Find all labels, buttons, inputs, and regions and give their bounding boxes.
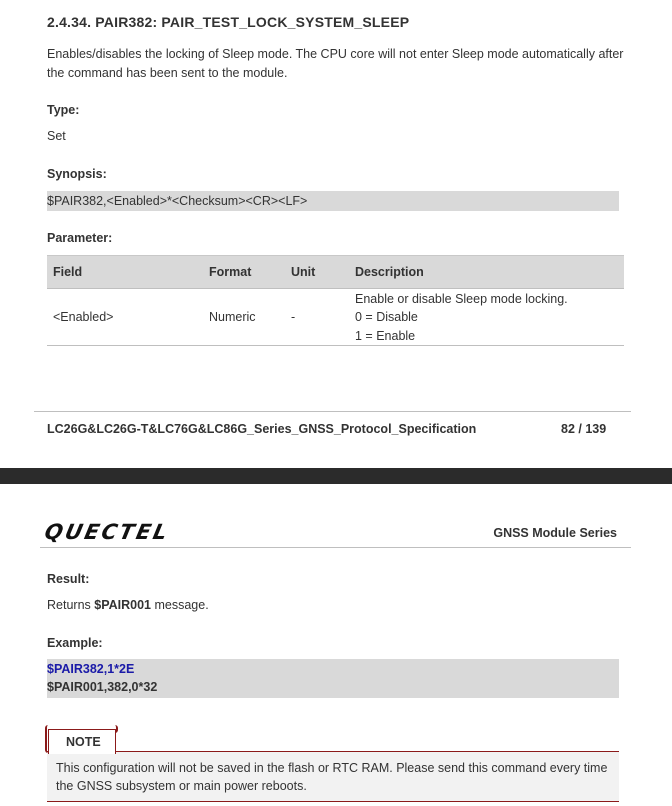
synopsis-box [47, 191, 619, 211]
parameter-table [47, 255, 624, 346]
parameter-label: Parameter: [47, 231, 113, 245]
note-text [56, 759, 616, 795]
table-header-row [47, 255, 624, 289]
cell-description-line-2: 0 = Disable [355, 310, 418, 324]
column-header-format: Format [209, 265, 252, 279]
description-line-1: Enables/disables the locking of Sleep mode. The CPU core will not enter Sleep mode automatically after [47, 47, 624, 61]
cell-description-line-3: 1 = Enable [355, 329, 416, 343]
cell-description-line-1: Enable or disable Sleep mode locking. [355, 292, 568, 306]
example-label: Example: [47, 636, 103, 650]
column-header-field: Field [53, 265, 83, 279]
synopsis-label: Synopsis: [47, 167, 107, 181]
cell-format: Numeric [209, 310, 256, 324]
result-text [47, 596, 209, 615]
section-title: 2.4.34. PAIR382: PAIR_TEST_LOCK_SYSTEM_SLEEP [47, 14, 410, 30]
column-header-description: Description [355, 265, 424, 279]
header-divider [40, 547, 631, 548]
example-response: $PAIR001,382,0*32 [47, 680, 158, 694]
footer-divider [34, 411, 631, 412]
footer-document-name: LC26G&LC26G-T&LC76G&LC86G_Series_GNSS_Protocol_Specification [47, 422, 477, 436]
footer-page-number: 82 / 139 [561, 422, 607, 436]
result-message-name: $PAIR001 [94, 598, 151, 612]
note-tab [48, 729, 116, 754]
result-prefix: Returns [47, 598, 95, 612]
example-command: $PAIR382,1*2E [47, 662, 135, 676]
cell-field: <Enabled> [53, 310, 114, 324]
page-separator [0, 468, 672, 484]
note-body [47, 751, 619, 802]
note-title: NOTE [66, 735, 101, 749]
type-label: Type: [47, 103, 80, 117]
description-line-2: the command has been sent to the module. [47, 66, 288, 80]
note-line-2: the GNSS subsystem or main power reboots. [56, 779, 307, 793]
header-series-title: GNSS Module Series [493, 526, 617, 540]
document-page-2 [0, 484, 672, 806]
note-scroll-curl-left [45, 725, 51, 753]
note-box [47, 729, 619, 799]
note-line-1: This configuration will not be saved in the flash or RTC RAM. Please send this command every time [56, 761, 608, 775]
synopsis-text: $PAIR382,<Enabled>*<Checksum><CR><LF> [47, 194, 308, 208]
quectel-logo: QUECTEL [42, 520, 172, 544]
column-header-unit: Unit [291, 265, 316, 279]
cell-unit: - [291, 310, 296, 324]
type-value: Set [47, 129, 66, 143]
result-suffix: message. [151, 598, 209, 612]
note-scroll-curl-right [112, 725, 118, 733]
result-label: Result: [47, 572, 90, 586]
example-box [47, 659, 619, 698]
table-row [47, 289, 624, 346]
